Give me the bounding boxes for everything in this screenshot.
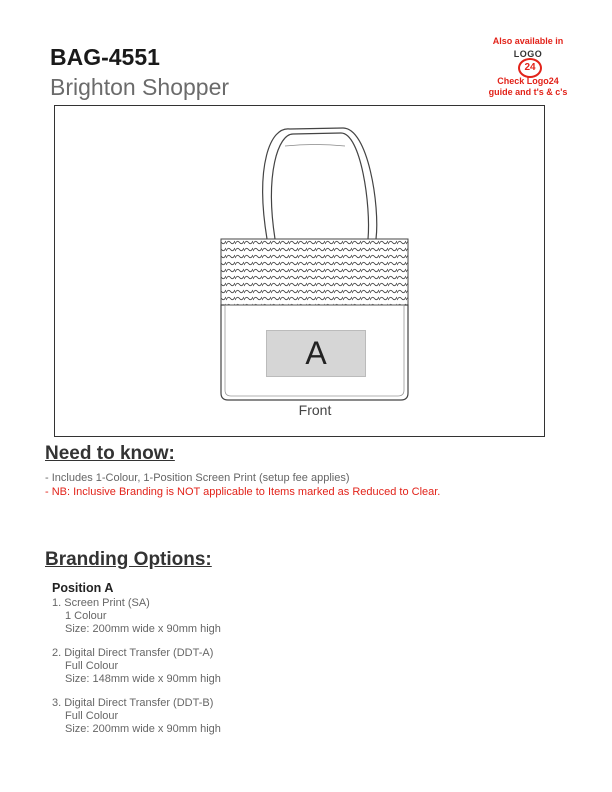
handle-inner-left <box>271 133 368 239</box>
option-colour: 1 Colour <box>65 610 107 622</box>
logo-note-line1: Also available in <box>492 36 564 46</box>
logo24-logo <box>506 49 550 75</box>
branding-option <box>52 647 221 686</box>
branding-options-heading: Branding Options: <box>45 549 212 570</box>
option-method: 1. Screen Print (SA) <box>52 597 150 609</box>
option-method: 3. Digital Direct Transfer (DDT-B) <box>52 697 214 709</box>
need-to-know-heading: Need to know: <box>45 443 175 464</box>
option-colour: Full Colour <box>65 660 119 672</box>
note-nb-clearance: - NB: Inclusive Branding is NOT applicable to Items marked as Reduced to Clear. <box>45 486 441 498</box>
logo24-number: 24 <box>518 58 542 78</box>
option-size: Size: 200mm wide x 90mm high <box>65 623 221 635</box>
front-view-label: Front <box>298 402 332 418</box>
branding-option <box>52 597 221 636</box>
bag-woven-panel <box>221 239 408 305</box>
option-size: Size: 200mm wide x 90mm high <box>65 723 221 735</box>
product-code: BAG-4551 <box>50 44 160 70</box>
print-position-a: A <box>266 330 366 377</box>
product-name: Brighton Shopper <box>50 74 230 100</box>
logo24-availability-note <box>478 36 578 98</box>
option-colour: Full Colour <box>65 710 119 722</box>
option-method: 2. Digital Direct Transfer (DDT-A) <box>52 647 214 659</box>
logo-note-line3: guide and t's & c's <box>488 87 568 97</box>
logo24-word: LOGO <box>513 49 543 59</box>
branding-option <box>52 697 221 736</box>
bag-illustration <box>55 106 543 435</box>
note-includes: - Includes 1-Colour, 1-Position Screen Print (setup fee applies) <box>45 472 350 484</box>
option-size: Size: 148mm wide x 90mm high <box>65 673 221 685</box>
product-image-frame <box>54 105 545 437</box>
logo-note-line2: Check Logo24 <box>497 76 559 86</box>
position-a-title: Position A <box>52 581 114 595</box>
